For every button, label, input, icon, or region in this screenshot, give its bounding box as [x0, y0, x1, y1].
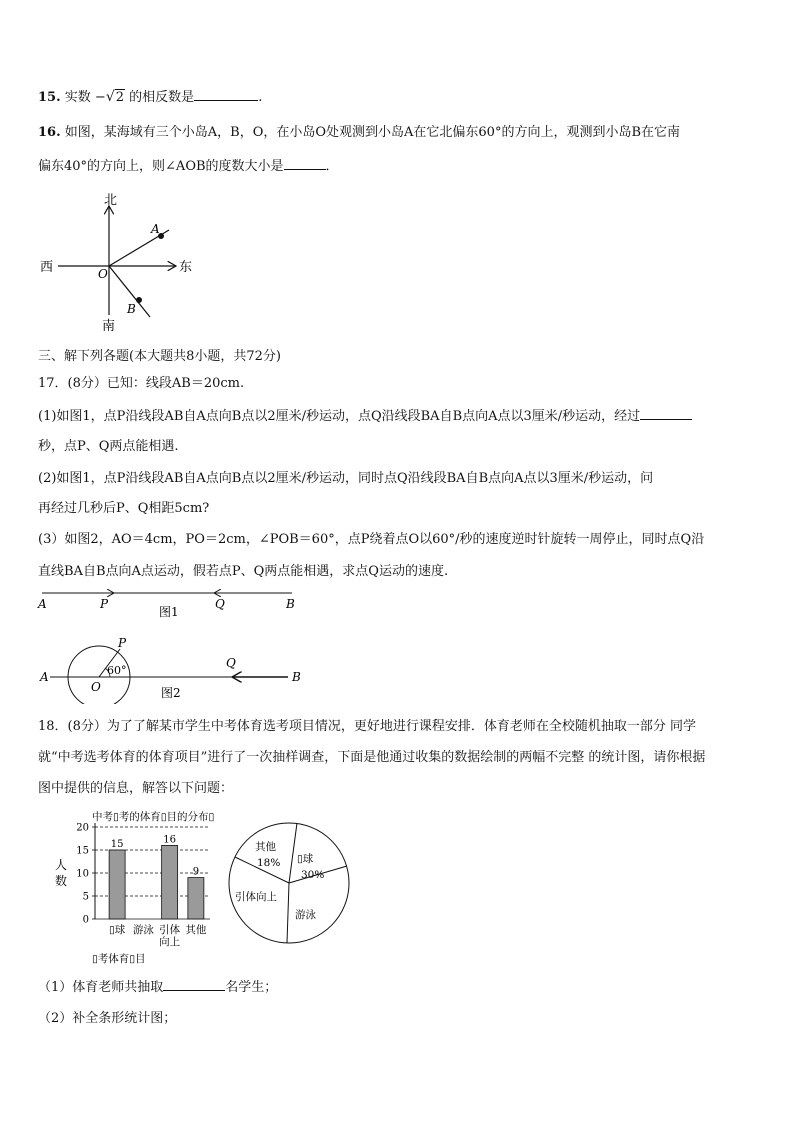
- compass-diagram: [36, 190, 216, 332]
- question-17-part-2-cont: 再经过几秒后P、Q相距5cm?: [38, 501, 210, 516]
- question-text: 名学生；: [225, 980, 278, 995]
- y-tick-label: 10: [76, 868, 89, 880]
- label-p: P: [118, 636, 127, 650]
- question-text: 如图，某海域有三个小岛A，B，O，在小岛O处观测到小岛A在它北偏东60°的方向上，观测到小岛B在它南: [64, 125, 681, 140]
- bar-chart: [50, 807, 215, 967]
- category-label: 引体: [159, 924, 181, 936]
- bar: [162, 845, 178, 919]
- slice-label-swim: 游泳: [295, 909, 316, 921]
- negative-sign: −: [94, 90, 106, 105]
- question-15: [38, 88, 262, 107]
- pie-chart: [225, 816, 355, 952]
- bar-value-label: 9: [192, 866, 200, 878]
- y-tick-label: 5: [82, 891, 89, 903]
- answer-blank[interactable]: [640, 407, 692, 420]
- sqrt-symbol: √: [105, 89, 115, 105]
- radicand: 2: [115, 90, 125, 105]
- answer-blank[interactable]: [163, 978, 225, 991]
- category-label: 游泳: [132, 924, 154, 936]
- bar-value-label: 15: [110, 839, 124, 850]
- question-text: 实数: [64, 90, 91, 105]
- question-text: 的相反数是: [129, 90, 195, 105]
- question-number: 16.: [38, 125, 61, 140]
- question-16-line-1: [38, 124, 680, 142]
- question-17-part-1: [38, 407, 692, 426]
- figure-caption: 图2: [161, 686, 181, 700]
- x-axis-label: ▯考体育▯目: [92, 953, 146, 965]
- question-16-line-2: [38, 157, 339, 176]
- slice-percent-other: 18%: [257, 857, 281, 869]
- label-east: 东: [179, 260, 193, 275]
- slice-label-pullup: 引体向上: [235, 891, 277, 903]
- question-text: 偏东40°的方向上，则∠AOB的度数大小是: [38, 159, 284, 174]
- question-17-part-3: (3）如图2，AO＝4cm，PO＝2cm，∠POB＝60°，点P绕着点O以60°/秒的速度逆时针旋转一周停止，同时点Q沿: [38, 532, 705, 547]
- label-a: A: [38, 597, 47, 611]
- label-p: P: [100, 597, 109, 611]
- label-north: 北: [104, 193, 118, 208]
- period: ．: [325, 159, 339, 174]
- question-text: （1）体育老师共抽取: [38, 980, 164, 995]
- bar: [188, 878, 204, 919]
- period: .: [258, 90, 263, 105]
- question-text: (1)如图1，点P沿线段AB自A点向B点以2厘米/秒运动，点Q沿线段BA自B点向A点以3厘米/秒运动，经过: [38, 409, 641, 424]
- slice-percent-ball: 30%: [301, 869, 325, 881]
- label-b: B: [292, 670, 301, 684]
- bar-value-label: 16: [163, 834, 176, 846]
- question-number: 15.: [38, 90, 61, 105]
- label-b: B: [127, 302, 136, 316]
- y-tick-label: 0: [82, 914, 89, 926]
- question-17-part-3-cont: 直线BA自B点向A点运动，假若点P、Q两点能相遇，求点Q运动的速度.: [38, 564, 449, 579]
- question-18-line-1: 18．(8分）为了了解某市学生中考体育选考项目情况，更好地进行课程安排．体育老师在全校随机抽取一部分 同学: [38, 719, 697, 734]
- label-b: B: [286, 597, 295, 611]
- question-18-sub-2: （2）补全条形统计图；: [38, 1011, 177, 1026]
- question-17-part-2: (2)如图1，点P沿线段AB自A点向B点以2厘米/秒运动，同时点Q沿线段BA自B点向A点以3厘米/秒运动，问: [38, 471, 654, 486]
- label-south: 南: [102, 319, 116, 332]
- bar: [109, 850, 125, 919]
- section-3-heading: 三、解下列各题(本大题共8小题，共72分): [38, 349, 281, 364]
- question-18-line-2: 就“中考选考体育的体育项目”进行了一次抽样调查，下面是他通过收集的数据绘制的两幅不完整 的统计图，请你根据: [38, 750, 706, 765]
- y-tick-label: 20: [76, 822, 89, 834]
- slice-label-other: 其他: [255, 841, 276, 853]
- category-label: 其他: [185, 924, 207, 936]
- slice-label-ball: ▯球: [297, 853, 314, 865]
- label-a: A: [40, 670, 49, 684]
- answer-blank[interactable]: [194, 88, 258, 101]
- y-axis-label-char-1: 人: [55, 858, 68, 872]
- answer-blank[interactable]: [284, 157, 326, 170]
- label-q: Q: [215, 597, 225, 611]
- label-q: Q: [226, 656, 236, 670]
- category-label: 向上: [159, 936, 181, 948]
- figure-caption: 图1: [159, 605, 179, 619]
- point-b: [136, 297, 142, 303]
- chart-title: 中考▯考的体育▯目的分布▯: [92, 811, 215, 823]
- label-o: O: [98, 267, 108, 281]
- y-tick-label: 15: [76, 845, 89, 857]
- question-17-head: 17．(8分）已知：线段AB＝20cm.: [38, 376, 245, 391]
- label-west: 西: [40, 260, 54, 275]
- figure-2: [34, 632, 309, 704]
- y-axis-label-char-2: 数: [55, 874, 68, 888]
- figure-1: [34, 588, 304, 622]
- label-o: O: [91, 680, 101, 694]
- category-label: ▯球: [108, 924, 126, 936]
- question-17-part-1-cont: 秒，点P、Q两点能相遇.: [38, 439, 179, 454]
- label-a: A: [151, 222, 160, 236]
- question-18-line-3: 图中提供的信息，解答以下问题：: [38, 781, 234, 796]
- label-angle: 60°: [107, 664, 127, 677]
- question-18-sub-1: [38, 978, 277, 997]
